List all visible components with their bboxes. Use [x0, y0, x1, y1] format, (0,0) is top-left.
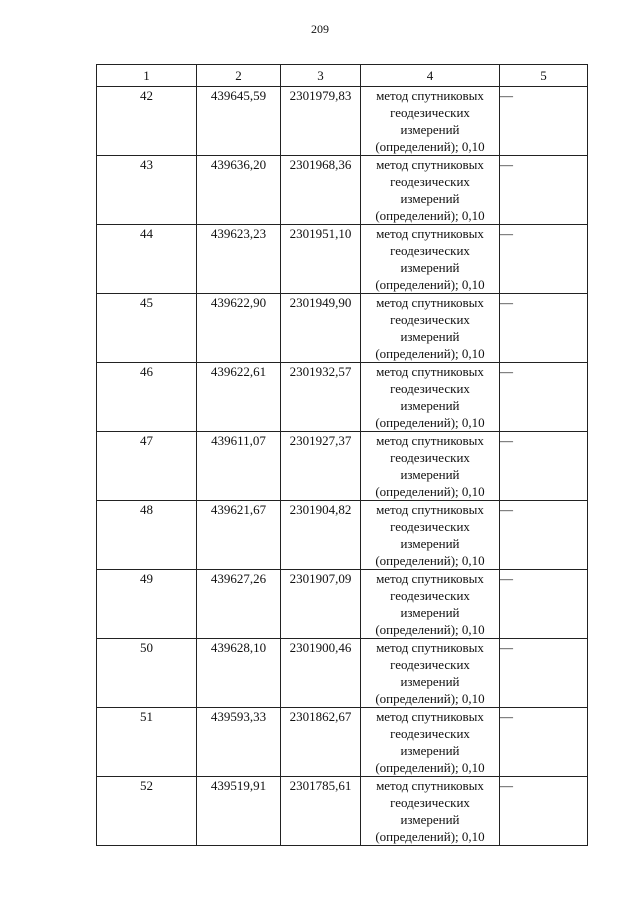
table-row: [97, 294, 588, 363]
x-coordinate-cell: 439622,61: [197, 363, 281, 432]
method-cell: [361, 708, 500, 777]
point-number-cell: 44: [97, 225, 197, 294]
note-cell: —: [500, 363, 588, 432]
method-cell: [361, 432, 500, 501]
method-line: геодезических: [390, 450, 470, 465]
table-row: [97, 501, 588, 570]
method-line: геодезических: [390, 519, 470, 534]
point-number-cell: 49: [97, 570, 197, 639]
method-cell: [361, 501, 500, 570]
method-line: метод спутниковых: [376, 364, 484, 379]
method-line: измерений: [400, 122, 460, 137]
method-line: (определений); 0,10: [375, 208, 485, 223]
point-number-cell: 47: [97, 432, 197, 501]
y-coordinate-cell: 2301927,37: [281, 432, 361, 501]
method-line: метод спутниковых: [376, 295, 484, 310]
table-row: [97, 156, 588, 225]
note-cell: —: [500, 570, 588, 639]
table-row: [97, 777, 588, 846]
column-header-5: 5: [500, 65, 588, 87]
method-cell: [361, 225, 500, 294]
method-line: метод спутниковых: [376, 571, 484, 586]
note-cell: —: [500, 432, 588, 501]
table-row: [97, 708, 588, 777]
table-row: [97, 639, 588, 708]
method-line: измерений: [400, 743, 460, 758]
x-coordinate-cell: 439519,91: [197, 777, 281, 846]
y-coordinate-cell: 2301932,57: [281, 363, 361, 432]
x-coordinate-cell: 439622,90: [197, 294, 281, 363]
note-cell: —: [500, 639, 588, 708]
note-cell: —: [500, 87, 588, 156]
table-body: [97, 87, 588, 846]
method-line: геодезических: [390, 726, 470, 741]
method-line: измерений: [400, 605, 460, 620]
method-cell: [361, 294, 500, 363]
note-cell: —: [500, 708, 588, 777]
method-line: метод спутниковых: [376, 433, 484, 448]
method-line: геодезических: [390, 105, 470, 120]
note-cell: —: [500, 777, 588, 846]
point-number-cell: 45: [97, 294, 197, 363]
method-line: (определений); 0,10: [375, 553, 485, 568]
method-cell: [361, 570, 500, 639]
column-header-2: 2: [197, 65, 281, 87]
method-line: метод спутниковых: [376, 157, 484, 172]
note-cell: —: [500, 225, 588, 294]
method-line: измерений: [400, 260, 460, 275]
method-line: метод спутниковых: [376, 709, 484, 724]
coordinates-table: [96, 64, 588, 846]
point-number-cell: 51: [97, 708, 197, 777]
note-cell: —: [500, 294, 588, 363]
point-number-cell: 46: [97, 363, 197, 432]
x-coordinate-cell: 439628,10: [197, 639, 281, 708]
method-line: (определений); 0,10: [375, 829, 485, 844]
method-line: геодезических: [390, 381, 470, 396]
y-coordinate-cell: 2301900,46: [281, 639, 361, 708]
x-coordinate-cell: 439621,67: [197, 501, 281, 570]
note-cell: —: [500, 501, 588, 570]
method-line: геодезических: [390, 243, 470, 258]
column-header-3: 3: [281, 65, 361, 87]
method-cell: [361, 156, 500, 225]
method-line: метод спутниковых: [376, 502, 484, 517]
method-line: (определений); 0,10: [375, 484, 485, 499]
y-coordinate-cell: 2301862,67: [281, 708, 361, 777]
method-line: геодезических: [390, 312, 470, 327]
table-row: [97, 87, 588, 156]
point-number-cell: 42: [97, 87, 197, 156]
method-line: (определений); 0,10: [375, 139, 485, 154]
page-number: 209: [311, 22, 329, 36]
table-row: [97, 432, 588, 501]
x-coordinate-cell: 439623,23: [197, 225, 281, 294]
method-line: измерений: [400, 398, 460, 413]
y-coordinate-cell: 2301968,36: [281, 156, 361, 225]
column-header-1: 1: [97, 65, 197, 87]
method-line: измерений: [400, 536, 460, 551]
method-line: метод спутниковых: [376, 226, 484, 241]
method-cell: [361, 777, 500, 846]
y-coordinate-cell: 2301907,09: [281, 570, 361, 639]
method-line: (определений); 0,10: [375, 415, 485, 430]
point-number-cell: 48: [97, 501, 197, 570]
y-coordinate-cell: 2301949,90: [281, 294, 361, 363]
method-line: измерений: [400, 674, 460, 689]
method-line: метод спутниковых: [376, 88, 484, 103]
method-cell: [361, 87, 500, 156]
point-number-cell: 52: [97, 777, 197, 846]
method-line: измерений: [400, 467, 460, 482]
point-number-cell: 43: [97, 156, 197, 225]
method-line: геодезических: [390, 657, 470, 672]
x-coordinate-cell: 439611,07: [197, 432, 281, 501]
method-line: геодезических: [390, 795, 470, 810]
method-cell: [361, 363, 500, 432]
x-coordinate-cell: 439645,59: [197, 87, 281, 156]
table-header-row: [97, 65, 588, 87]
x-coordinate-cell: 439593,33: [197, 708, 281, 777]
y-coordinate-cell: 2301979,83: [281, 87, 361, 156]
x-coordinate-cell: 439627,26: [197, 570, 281, 639]
method-line: (определений); 0,10: [375, 760, 485, 775]
x-coordinate-cell: 439636,20: [197, 156, 281, 225]
y-coordinate-cell: 2301785,61: [281, 777, 361, 846]
table-row: [97, 225, 588, 294]
table-row: [97, 363, 588, 432]
method-line: (определений); 0,10: [375, 346, 485, 361]
method-line: геодезических: [390, 174, 470, 189]
table-row: [97, 570, 588, 639]
method-line: измерений: [400, 812, 460, 827]
method-line: измерений: [400, 329, 460, 344]
column-header-4: 4: [361, 65, 500, 87]
method-line: метод спутниковых: [376, 778, 484, 793]
method-line: (определений); 0,10: [375, 622, 485, 637]
y-coordinate-cell: 2301904,82: [281, 501, 361, 570]
method-cell: [361, 639, 500, 708]
method-line: геодезических: [390, 588, 470, 603]
method-line: (определений); 0,10: [375, 691, 485, 706]
method-line: метод спутниковых: [376, 640, 484, 655]
method-line: (определений); 0,10: [375, 277, 485, 292]
note-cell: —: [500, 156, 588, 225]
y-coordinate-cell: 2301951,10: [281, 225, 361, 294]
method-line: измерений: [400, 191, 460, 206]
point-number-cell: 50: [97, 639, 197, 708]
